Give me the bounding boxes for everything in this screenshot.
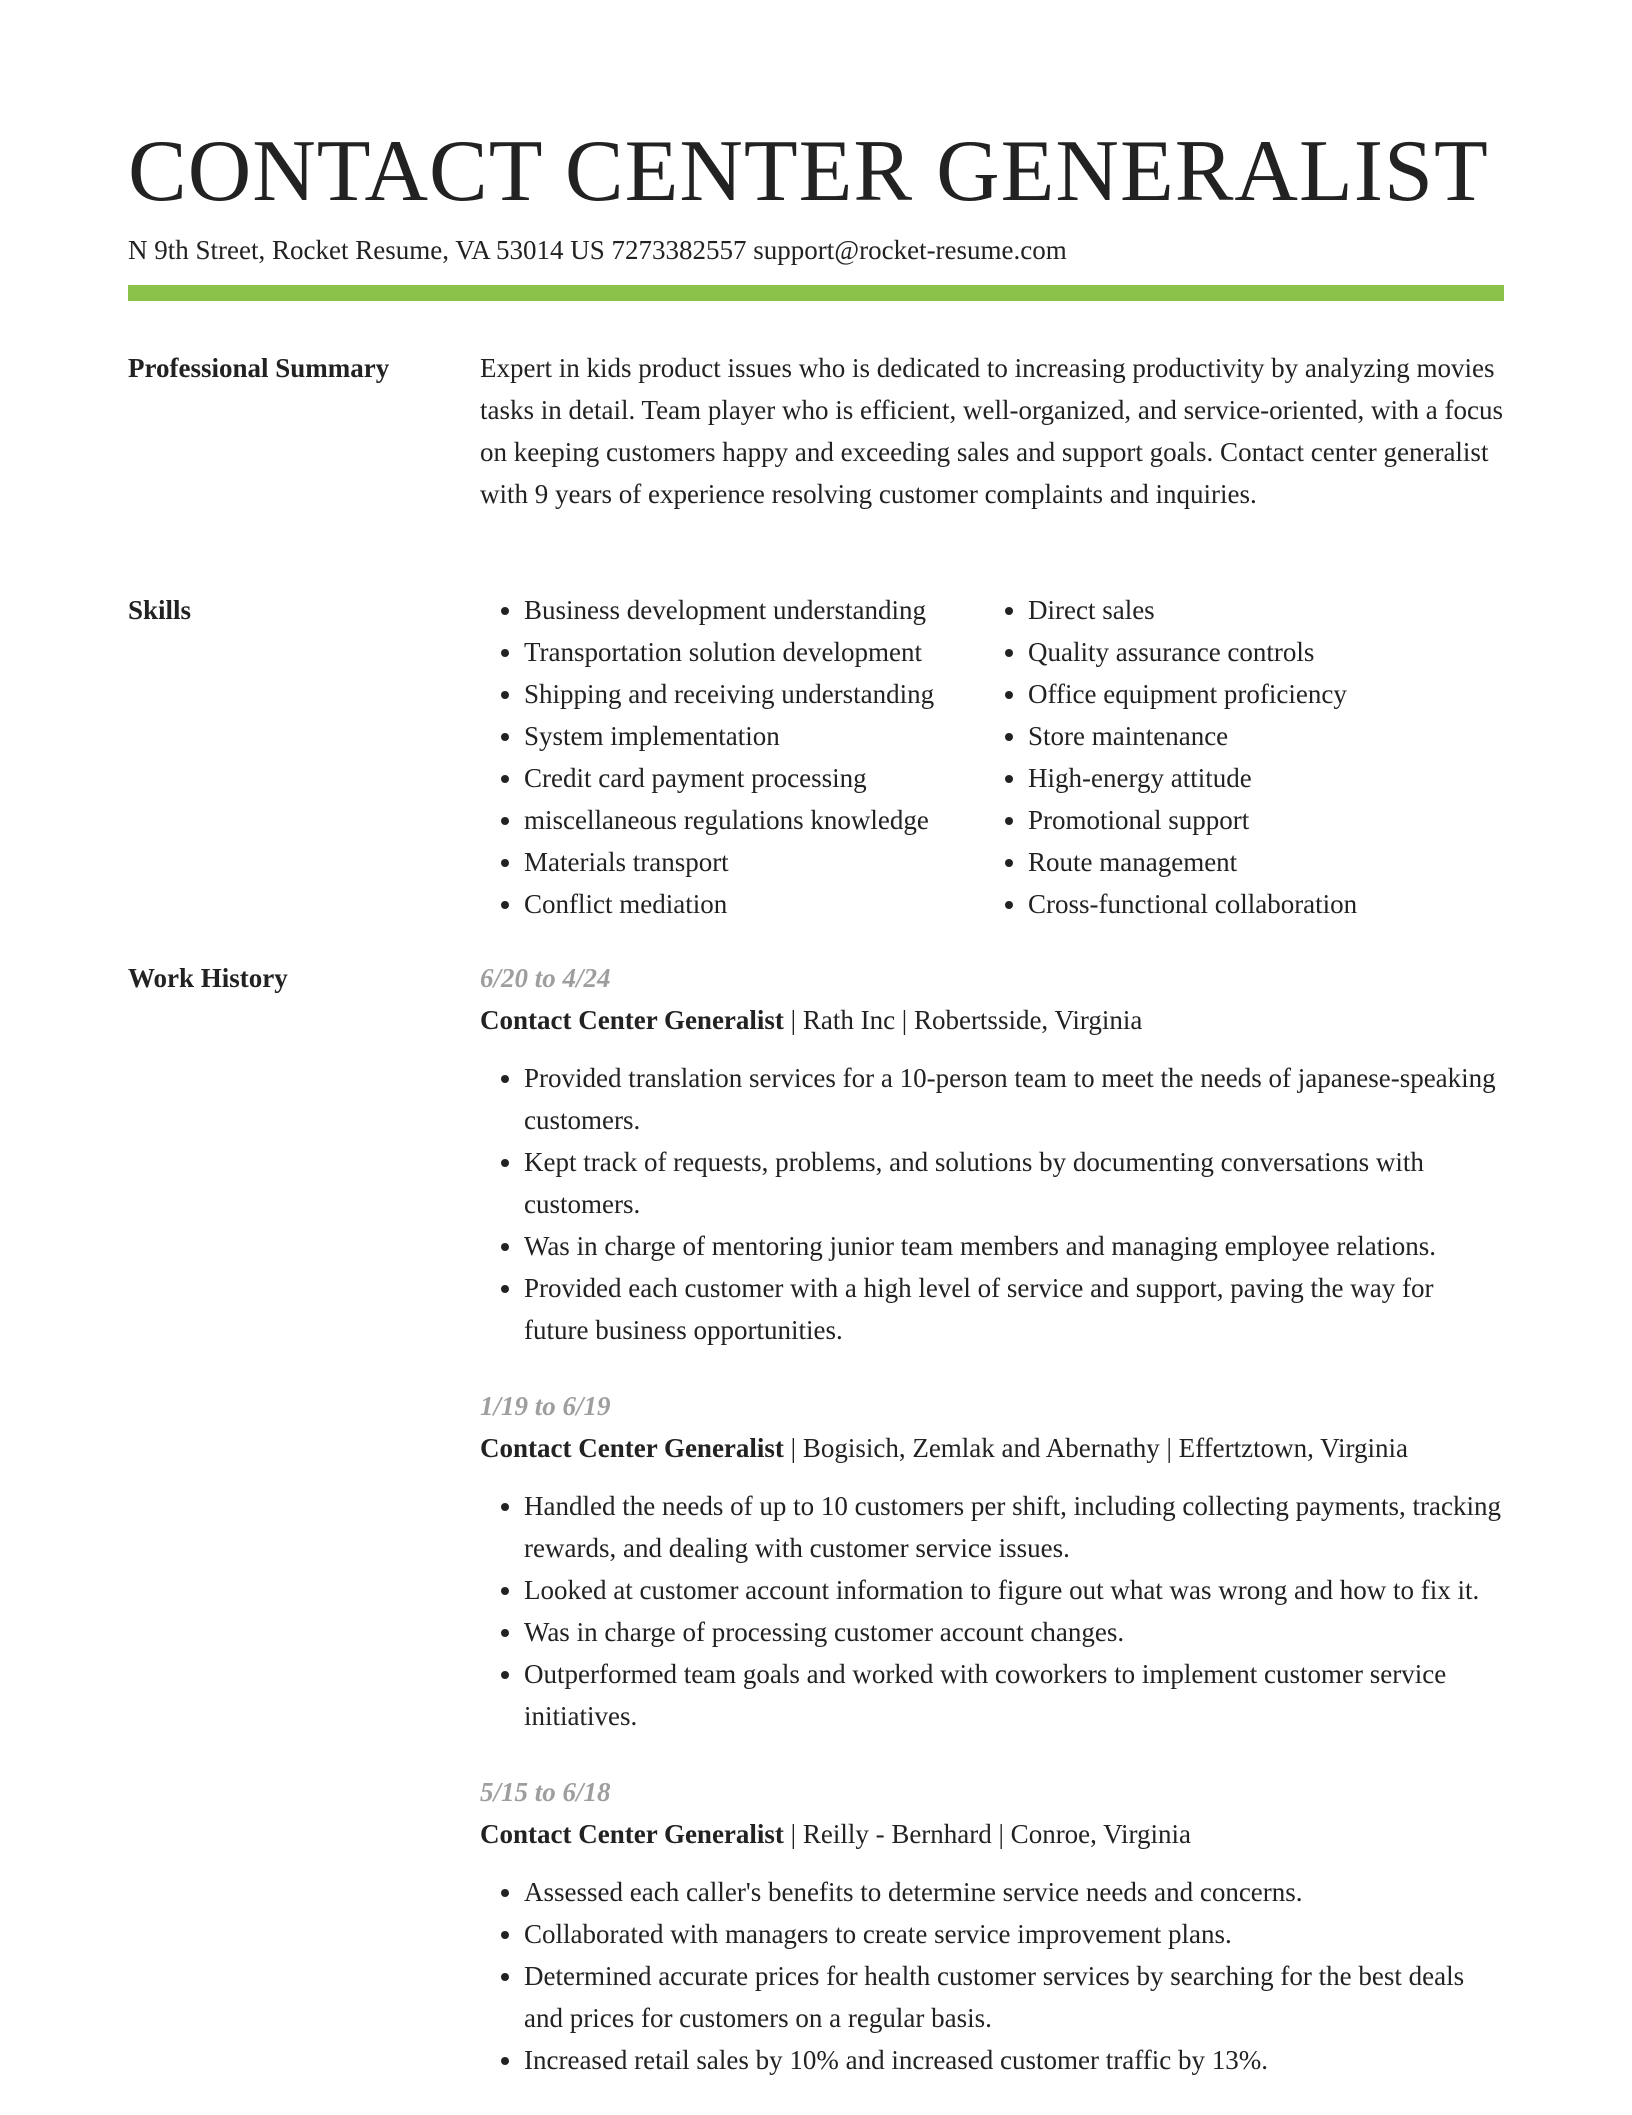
job-bullet: • Increased retail sales by 10% and increased customer traffic by 13%. xyxy=(524,2039,1504,2081)
skills-columns xyxy=(480,589,1504,925)
job-bullet: • Assessed each caller's benefits to determine service needs and concerns. xyxy=(524,1871,1504,1913)
job-bullet: • Kept track of requests, problems, and solutions by documenting conversations with customers. xyxy=(524,1141,1504,1225)
skill-item: • Cross-functional collaboration xyxy=(1028,883,1488,925)
accent-divider xyxy=(128,285,1504,301)
skill-item: • High-energy attitude xyxy=(1028,757,1488,799)
skill-item: • Shipping and receiving understanding xyxy=(524,673,984,715)
job-bullet: • Was in charge of processing customer account changes. xyxy=(524,1611,1504,1653)
skills-list-left xyxy=(480,589,984,925)
skill-item: • Office equipment proficiency xyxy=(1028,673,1488,715)
work-history-label: Work History xyxy=(128,963,288,993)
skill-item: • Materials transport xyxy=(524,841,984,883)
skill-item: • Route management xyxy=(1028,841,1488,883)
job-heading xyxy=(480,1427,1504,1469)
summary-content xyxy=(480,347,1504,515)
job-bullet: • Determined accurate prices for health customer services by searching for the best deals and prices for customers on a regular basis. xyxy=(524,1955,1504,2039)
contact-line: N 9th Street, Rocket Resume, VA 53014 US 7273382557 support@rocket-resume.com xyxy=(128,235,1067,265)
skill-item: • Transportation solution development xyxy=(524,631,984,673)
skills-list-right xyxy=(984,589,1488,925)
skills-content xyxy=(480,589,1504,925)
summary-label: Professional Summary xyxy=(128,353,390,383)
skill-item: • System implementation xyxy=(524,715,984,757)
job-entry xyxy=(480,1385,1504,1737)
job-bullet: • Provided each customer with a high level of service and support, paving the way for future business opportunities. xyxy=(524,1267,1504,1351)
summary-text: Expert in kids product issues who is dedicated to increasing productivity by analyzing movies tasks in detail. Team player who is efficient, well-organized, and service-oriented, with a focus on keeping customers happy and exceeding sales and support goals. Contact center generalist with 9 years of experience resolving customer complaints and inquiries. xyxy=(480,353,1504,509)
job-dates: 1/19 to 6/19 xyxy=(480,1391,611,1421)
job-bullet: • Outperformed team goals and worked with coworkers to implement customer service initiatives. xyxy=(524,1653,1504,1737)
job-bullets xyxy=(480,1057,1504,1351)
job-bullet: • Was in charge of mentoring junior team members and managing employee relations. xyxy=(524,1225,1504,1267)
skill-item: • miscellaneous regulations knowledge xyxy=(524,799,984,841)
skill-item: • Credit card payment processing xyxy=(524,757,984,799)
job-dates: 6/20 to 4/24 xyxy=(480,963,611,993)
job-bullet: • Handled the needs of up to 10 customers per shift, including collecting payments, tracking rewards, and dealing with customer service issues. xyxy=(524,1485,1504,1569)
skill-item: • Promotional support xyxy=(1028,799,1488,841)
job-title: Contact Center Generalist xyxy=(480,1819,784,1849)
job-title: Contact Center Generalist xyxy=(480,1433,784,1463)
job-bullets xyxy=(480,1485,1504,1737)
resume-name: CONTACT CENTER GENERALIST xyxy=(128,123,1489,220)
job-entry xyxy=(480,1771,1504,2081)
job-entry xyxy=(480,957,1504,1351)
job-bullet: • Collaborated with managers to create service improvement plans. xyxy=(524,1913,1504,1955)
job-title: Contact Center Generalist xyxy=(480,1005,784,1035)
job-heading xyxy=(480,999,1504,1041)
work-history-content xyxy=(480,957,1504,2115)
job-heading xyxy=(480,1813,1504,1855)
job-bullet: • Provided translation services for a 10-person team to meet the needs of japanese-speaking customers. xyxy=(524,1057,1504,1141)
skill-item: • Business development understanding xyxy=(524,589,984,631)
skill-item: • Store maintenance xyxy=(1028,715,1488,757)
job-details: | Rath Inc | Robertsside, Virginia xyxy=(783,1005,1143,1035)
job-bullet: • Looked at customer account information to figure out what was wrong and how to fix it. xyxy=(524,1569,1504,1611)
skill-item: • Direct sales xyxy=(1028,589,1488,631)
job-details: | Bogisich, Zemlak and Abernathy | Effertztown, Virginia xyxy=(783,1433,1408,1463)
job-details: | Reilly - Bernhard | Conroe, Virginia xyxy=(783,1819,1192,1849)
skill-item: • Quality assurance controls xyxy=(1028,631,1488,673)
skill-item: • Conflict mediation xyxy=(524,883,984,925)
job-bullets xyxy=(480,1871,1504,2081)
skills-label: Skills xyxy=(128,595,192,625)
job-dates: 5/15 to 6/18 xyxy=(480,1777,611,1807)
